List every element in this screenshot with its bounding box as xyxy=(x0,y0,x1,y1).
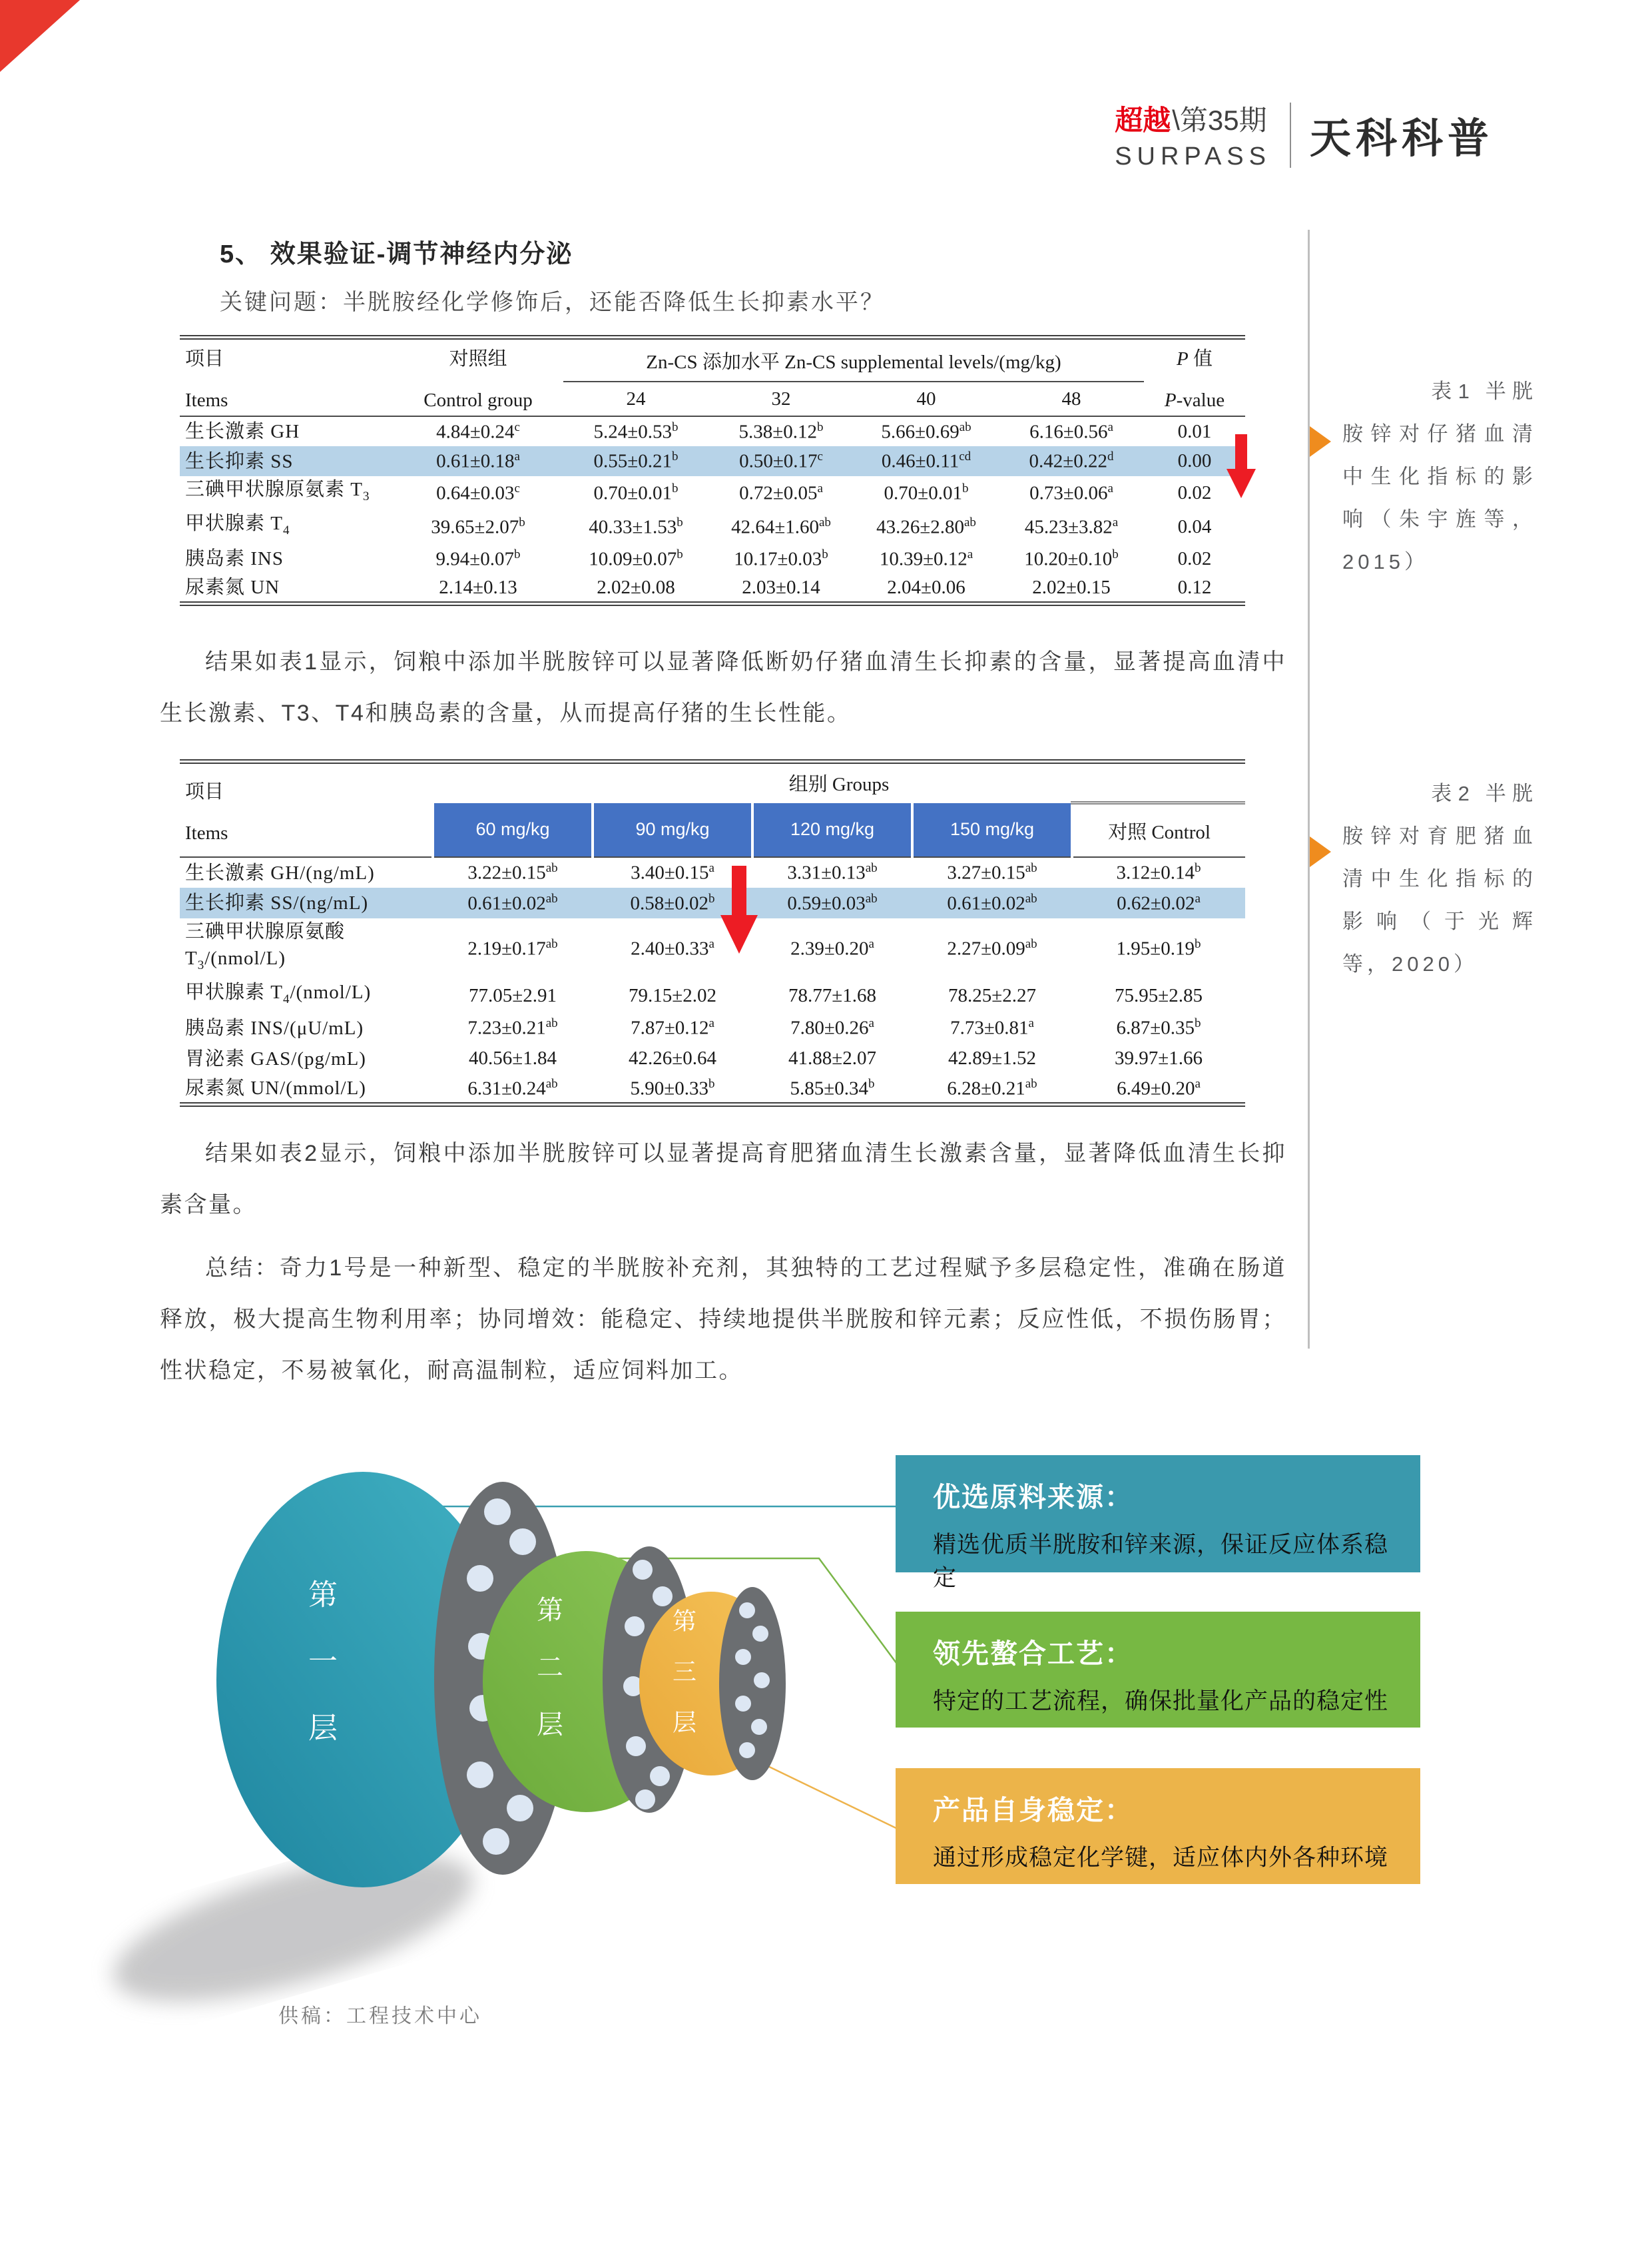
value-cell: 2.04±0.06 xyxy=(887,576,965,598)
value-cell: 43.26±2.80$^{ab}$ xyxy=(876,515,976,538)
value-cell: 5.24±0.53$^b$ xyxy=(593,420,679,443)
value-cell: 0.50±0.17$^c$ xyxy=(708,446,854,476)
row-label: 甲状腺素 $T_4/(nmol/L)$ xyxy=(185,981,372,1006)
band-dot xyxy=(751,1719,767,1735)
table-row xyxy=(180,574,1245,604)
value-cell: 2.14±0.13 xyxy=(439,576,517,598)
table-row xyxy=(180,446,1245,476)
value-cell: 5.38±0.12$^b$ xyxy=(738,420,824,443)
col-groups: 组别 Groups xyxy=(788,773,890,795)
value-cell: 45.23±3.82$^a$ xyxy=(1024,515,1119,538)
table1-caption: 表1 半胱胺锌对仔猪血清中生化指标的影响（朱宇旌等，2015） xyxy=(1342,380,1537,573)
value-cell: 2.39±0.20$^a$ xyxy=(790,937,874,960)
value-cell: 2.27±0.09$^{ab}$ xyxy=(947,937,1037,960)
value-cell: 3.12±0.14$^b$ xyxy=(1116,861,1201,884)
brand-title: 天科科普 xyxy=(1309,117,1494,162)
feature-box-product-stability xyxy=(896,1768,1420,1884)
band-dot xyxy=(635,1789,655,1809)
corner-accent xyxy=(0,0,80,72)
layer3-label: 第三层 xyxy=(669,1608,697,1760)
contributor-credit: 供稿：工程技术中心 xyxy=(278,2005,482,2027)
value-cell: 6.49±0.20$^a$ xyxy=(1117,1076,1201,1100)
row-label: 生长激素 GH xyxy=(185,421,300,442)
value-cell: 5.85±0.34$^b$ xyxy=(790,1076,875,1100)
value-cell: 0.42±0.22$^d$ xyxy=(999,446,1144,476)
value-cell: 10.17±0.03$^b$ xyxy=(734,547,828,570)
value-cell: 0.01 xyxy=(1177,420,1212,442)
value-cell: 2.03±0.14 xyxy=(742,576,820,598)
col-control-en: Control group xyxy=(423,390,533,411)
value-cell: 7.73±0.81$^a$ xyxy=(950,1016,1034,1039)
issue-title-cn: 超越 xyxy=(1115,105,1171,136)
dose-40: 40 xyxy=(854,382,999,416)
group-60: 60 mg/kg xyxy=(433,803,593,858)
col-items xyxy=(180,338,393,417)
value-cell: 39.97±1.66 xyxy=(1115,1048,1203,1070)
band-dot xyxy=(633,1560,653,1580)
value-cell: 0.64±0.03$^c$ xyxy=(436,481,520,504)
value-cell: 0.46±0.11$^{cd}$ xyxy=(854,446,999,476)
issue-number: \第35期 xyxy=(1172,105,1267,136)
band-dot xyxy=(507,1795,533,1821)
band-dot xyxy=(626,1736,646,1756)
feature-box-body: 特定的工艺流程，确保批量化产品的稳定性 xyxy=(933,1688,1389,1714)
group-120: 120 mg/kg xyxy=(752,803,912,858)
band-dot xyxy=(484,1498,511,1525)
value-cell: 77.05±2.91 xyxy=(469,984,557,1006)
value-cell: 5.90±0.33$^b$ xyxy=(630,1076,715,1100)
value-cell: 78.77±1.68 xyxy=(788,984,876,1006)
value-cell: 7.23±0.21$^{ab}$ xyxy=(467,1016,558,1039)
row-label: 尿素氮 UN xyxy=(185,577,280,599)
value-cell: 0.72±0.05$^a$ xyxy=(739,481,823,504)
band-dot xyxy=(752,1626,768,1642)
value-cell: 0.73±0.06$^a$ xyxy=(1029,481,1113,504)
table1-body xyxy=(180,416,1245,604)
table-row xyxy=(180,1074,1245,1105)
table-row xyxy=(180,1013,1245,1044)
layer1-label: 第一层 xyxy=(304,1579,336,1779)
row-label: 胃泌素 GAS/(pg/mL) xyxy=(185,1048,366,1070)
value-cell: 0.70±0.01$^b$ xyxy=(593,481,679,504)
value-cell: 75.95±2.85 xyxy=(1115,984,1203,1006)
value-cell: 40.33±1.53$^b$ xyxy=(589,515,683,538)
col-items xyxy=(180,762,433,858)
value-cell: 3.31±0.13$^{ab}$ xyxy=(787,861,878,884)
value-cell: 5.66±0.69$^{ab}$ xyxy=(881,420,971,443)
value-cell: 40.56±1.84 xyxy=(469,1048,557,1070)
value-cell: 10.20±0.10$^b$ xyxy=(1024,547,1119,570)
feature-box-raw-material xyxy=(896,1455,1420,1591)
group-150: 150 mg/kg xyxy=(912,803,1072,858)
issue-line xyxy=(1115,99,1271,139)
table-row xyxy=(180,544,1245,574)
value-cell: 0.12 xyxy=(1177,576,1212,598)
table-row xyxy=(180,857,1245,888)
band-dot xyxy=(739,1742,755,1758)
result-paragraph-1: 结果如表1显示，饲粮中添加半胱胺锌可以显著降低断奶仔猪血清生长抑素的含量，显著提高血清中生长激素、T3、T4和胰岛素的含量，从而提高仔猪的生长性能。 xyxy=(160,649,1286,726)
note-marker-icon xyxy=(1310,836,1331,867)
value-cell: 2.02±0.15 xyxy=(1032,576,1111,598)
note-marker-icon xyxy=(1310,426,1331,457)
connector-line-3 xyxy=(762,1763,900,1830)
feature-box-body: 精选优质半胱胺和锌来源，保证反应体系稳定 xyxy=(933,1532,1389,1591)
decrease-arrow-icon xyxy=(1227,434,1256,498)
value-cell: 0.00 xyxy=(1144,446,1245,476)
row-label: 生长抑素 SS/(ng/mL) xyxy=(180,888,433,918)
value-cell: 3.22±0.15$^{ab}$ xyxy=(467,861,558,884)
col-items-cn: 项目 xyxy=(185,781,224,802)
value-cell: 0.59±0.03$^{ab}$ xyxy=(752,888,912,918)
table1-piglet-serum xyxy=(180,335,1245,606)
dose-32: 32 xyxy=(708,382,854,416)
table2-finishing-pig-serum xyxy=(180,759,1245,1107)
value-cell: 0.62±0.02$^a$ xyxy=(1072,888,1245,918)
feature-box-chelation-process xyxy=(896,1612,1420,1728)
band-dot xyxy=(467,1762,493,1788)
value-cell: 6.28±0.21$^{ab}$ xyxy=(947,1076,1037,1100)
value-cell: 7.87±0.12$^a$ xyxy=(631,1016,714,1039)
value-cell: 0.04 xyxy=(1177,515,1212,537)
layer2-label: 第二层 xyxy=(533,1596,563,1767)
col-p-cn: P 值 xyxy=(1177,348,1213,370)
value-cell: 0.02 xyxy=(1177,547,1212,569)
value-cell: 6.16±0.56$^a$ xyxy=(1029,420,1113,443)
value-cell: 0.61±0.02$^{ab}$ xyxy=(433,888,593,918)
value-cell: 79.15±2.02 xyxy=(629,984,716,1006)
value-cell: 7.80±0.26$^a$ xyxy=(790,1016,874,1039)
table-row xyxy=(180,510,1245,544)
band-dot xyxy=(754,1672,770,1688)
masthead-issue-block xyxy=(1115,99,1271,171)
value-cell: 42.89±1.52 xyxy=(948,1048,1036,1070)
band-dot xyxy=(739,1602,755,1618)
dose-24: 24 xyxy=(563,382,708,416)
row-label: 甲状腺素 $T_4$ xyxy=(185,512,290,537)
col-control xyxy=(393,338,563,417)
result-paragraph-2: 结果如表2显示，饲粮中添加半胱胺锌可以显著提高育肥猪血清生长激素含量，显著降低血清生长抑素含量。 xyxy=(160,1141,1286,1217)
band-dot xyxy=(625,1616,645,1636)
col-items-en: Items xyxy=(185,822,228,844)
masthead xyxy=(1115,99,1494,171)
band-dot xyxy=(483,1828,509,1855)
value-cell: 3.40±0.15$^a$ xyxy=(631,861,714,884)
decrease-arrow-icon xyxy=(720,866,758,954)
sidebar-divider xyxy=(1308,230,1310,1349)
col-items-cn: 项目 xyxy=(185,348,224,370)
table2-caption: 表2 半胱胺锌对育肥猪血清中生化指标的影响（于光辉等，2020） xyxy=(1342,782,1537,976)
group-control: 对照 Control xyxy=(1072,803,1245,858)
value-cell: 0.55±0.21$^b$ xyxy=(563,446,708,476)
value-cell: 42.64±1.60$^{ab}$ xyxy=(731,515,831,538)
table-row xyxy=(180,979,1245,1013)
value-cell: 10.39±0.12$^a$ xyxy=(879,547,973,570)
table-row xyxy=(180,476,1245,510)
masthead-divider xyxy=(1290,103,1291,168)
row-label: 三碘甲状腺原氨酸 $T_3/(nmol/L)$ xyxy=(185,921,346,972)
feature-box-title: 优选原料来源： xyxy=(933,1482,1133,1512)
issue-title-en: SURPASS xyxy=(1115,143,1271,170)
group-90: 90 mg/kg xyxy=(593,803,752,858)
table2-body xyxy=(180,857,1245,1105)
table-row xyxy=(180,888,1245,918)
col-items-en: Items xyxy=(185,390,228,411)
col-p-value xyxy=(1144,338,1245,417)
col-p-en: P-value xyxy=(1164,390,1225,411)
value-cell: 39.65±2.07$^b$ xyxy=(431,515,525,538)
summary-paragraph: 总结：奇力1号是一种新型、稳定的半胱胺补充剂，其独特的工艺过程赋予多层稳定性，准确在肠道释放，极大提高生物利用率；协同增效：能稳定、持续地提供半胱胺和锌元素；反应性低，不损伤肠胃；性状稳定，不易被氧化，耐高温制粒，适应饲料加工。 xyxy=(160,1255,1286,1383)
value-cell: 42.26±0.64 xyxy=(629,1048,716,1070)
feature-box-title: 领先螯合工艺： xyxy=(933,1638,1133,1669)
key-question: 关键问题：半胱胺经化学修饰后，还能否降低生长抑素水平？ xyxy=(220,290,885,315)
value-cell: 2.19±0.17$^{ab}$ xyxy=(467,937,558,960)
value-cell: 2.40±0.33$^a$ xyxy=(631,937,714,960)
row-label: 三碘甲状腺原氨素 $T_3$ xyxy=(185,479,370,503)
value-cell: 0.61±0.02$^{ab}$ xyxy=(912,888,1072,918)
value-cell: 0.70±0.01$^b$ xyxy=(884,481,969,504)
value-cell: 6.87±0.35$^b$ xyxy=(1116,1016,1201,1039)
value-cell: 41.88±2.07 xyxy=(788,1048,876,1070)
row-label: 胰岛素 INS xyxy=(185,548,284,570)
value-cell: 0.58±0.02$^b$ xyxy=(593,888,752,918)
value-cell: 3.27±0.15$^{ab}$ xyxy=(947,861,1037,884)
row-label: 尿素氮 UN/(mmol/L) xyxy=(185,1077,366,1099)
dose-48: 48 xyxy=(999,382,1144,416)
band-dot xyxy=(467,1565,493,1592)
table-row xyxy=(180,1044,1245,1074)
value-cell: 4.84±0.24$^c$ xyxy=(436,420,520,443)
value-cell: 0.02 xyxy=(1177,481,1212,503)
table-row xyxy=(180,416,1245,446)
band-dot xyxy=(735,1649,751,1665)
table-row xyxy=(180,918,1245,979)
row-label: 胰岛素 INS/(μU/mL) xyxy=(185,1017,364,1039)
row-label: 生长抑素 SS xyxy=(180,446,393,476)
feature-box-body: 通过形成稳定化学键，适应体内外各种环境 xyxy=(933,1845,1389,1871)
col-control-cn: 对照组 xyxy=(449,348,507,370)
band-dot xyxy=(735,1696,751,1712)
band-dot xyxy=(509,1528,536,1555)
row-label: 生长激素 GH/(ng/mL) xyxy=(185,862,375,884)
section-heading: 5、 效果验证-调节神经内分泌 xyxy=(220,240,573,268)
value-cell: 78.25±2.27 xyxy=(948,984,1036,1006)
value-cell: 1.95±0.19$^b$ xyxy=(1116,937,1201,960)
value-cell: 6.31±0.24$^{ab}$ xyxy=(467,1076,558,1100)
value-cell: 9.94±0.07$^b$ xyxy=(435,547,521,570)
value-cell: 10.09±0.07$^b$ xyxy=(589,547,683,570)
col-zncs-levels: Zn-CS 添加水平 Zn-CS supplemental levels/(mg/kg) xyxy=(563,338,1144,382)
feature-box-title: 产品自身稳定： xyxy=(933,1795,1133,1825)
value-cell: 0.61±0.18$^a$ xyxy=(393,446,563,476)
value-cell: 2.02±0.08 xyxy=(597,576,675,598)
